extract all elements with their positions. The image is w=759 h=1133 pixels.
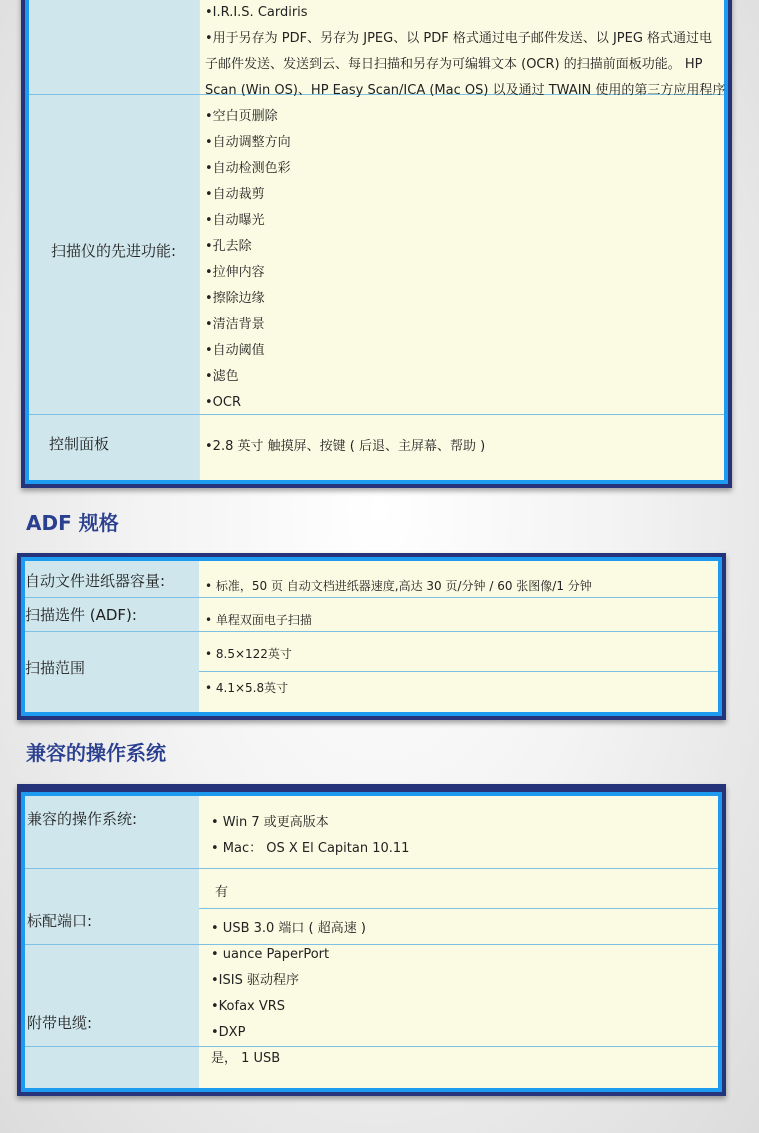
section-heading-os: 兼容的操作系统 [26,741,166,765]
spec-item: •用于另存为 PDF、另存为 JPEG、以 PDF 格式通过电子邮件发送、以 JPEG 格式通过电 [205,31,713,46]
spec-item: 有 [215,885,229,900]
spec-panel-os [17,784,726,1096]
spec-table-features [29,0,724,480]
spec-item: •擦除边缘 [205,291,265,306]
spec-item: • 单程双面电子扫描 [205,613,312,627]
spec-item: •自动阈值 [205,343,265,358]
spec-item: •滤色 [205,369,239,384]
spec-item: •I.R.I.S. Cardiris [205,5,308,20]
spec-item: •DXP [211,1025,246,1040]
spec-item: •自动检测色彩 [205,161,291,176]
spec-item: • Mac： OS X El Capitan 10.11 [211,841,410,856]
spec-label-control-panel: 控制面板 [49,435,110,453]
spec-item: •OCR [205,395,242,410]
section-heading-adf: ADF 规格 [26,511,119,535]
spec-label-standard-ports: 标配端口: [27,912,93,930]
spec-item: •自动曝光 [205,213,265,228]
spec-item: 子邮件发送、发送到云、每日扫描和另存为可编辑文本 (OCR) 的扫描前面板功能。 HP [205,57,703,72]
spec-label-adf-capacity: 自动文件进纸器容量: [25,572,166,590]
spec-item: • 4.1×5.8英寸 [205,681,289,695]
spec-item: Scan (Win OS)、HP Easy Scan/ICA (Mac OS) 以及通过 TWAIN 使用的第三方应用程序 [205,83,726,98]
spec-label-advanced-features: 扫描仪的先进功能: [51,242,177,260]
spec-item: • 8.5×122英寸 [205,647,292,661]
spec-item: • Win 7 或更高版本 [211,815,329,830]
spec-item: •拉伸内容 [205,265,265,280]
spec-item: • USB 3.0 端口 ( 超高速 ) [211,921,366,936]
spec-label-scan-options: 扫描选件 (ADF): [25,606,137,624]
spec-panel-adf [17,553,726,720]
spec-item: • uance PaperPort [211,947,330,962]
spec-table-os [25,796,718,1088]
spec-item: • 标准，50 页 自动文档进纸器速度,高达 30 页/分钟 / 60 张图像/1 分钟 [205,579,592,593]
spec-item: •ISIS 驱动程序 [211,973,299,988]
spec-item: •清洁背景 [205,317,265,332]
spec-item: •空白页删除 [205,109,278,124]
spec-label-scan-range: 扫描范围 [25,659,86,677]
spec-item: •自动调整方向 [205,135,291,150]
spec-item: •2.8 英寸 触摸屏、按键 ( 后退、主屏幕、帮助 ) [205,439,486,454]
spec-item: •Kofax VRS [211,999,286,1014]
spec-table-adf [25,561,718,712]
spec-item: 是， 1 USB [211,1051,281,1066]
spec-panel-features [21,0,732,488]
spec-label-compatible-os: 兼容的操作系统: [27,810,138,828]
spec-label-included-cables: 附带电缆: [27,1014,93,1032]
spec-item: •自动裁剪 [205,187,265,202]
spec-item: •孔去除 [205,239,252,254]
